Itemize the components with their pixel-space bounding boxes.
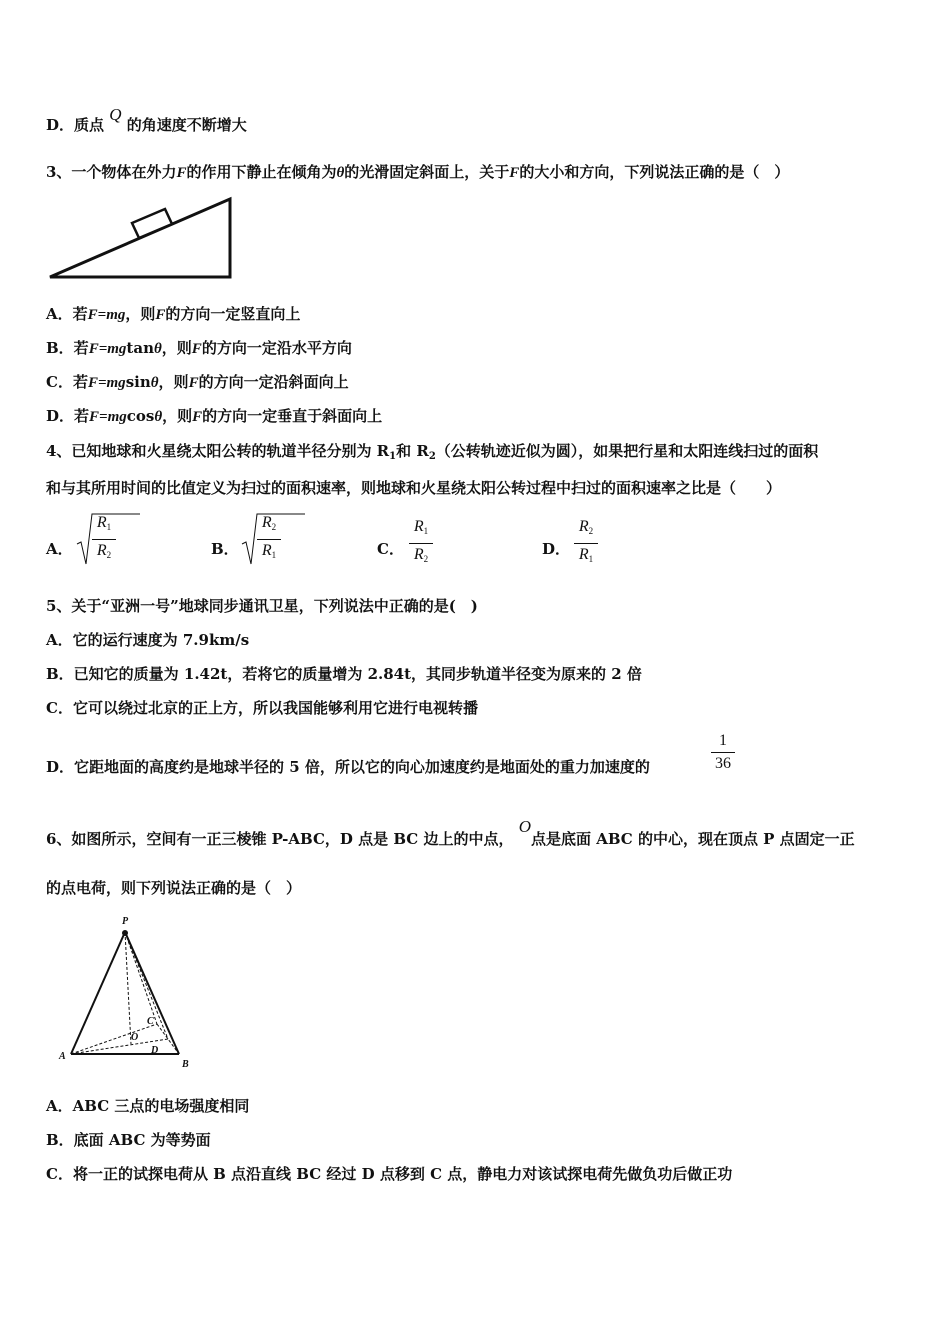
label-d: D: [151, 1045, 159, 1056]
q6-option-b: B．底面 ABC 为等势面: [46, 1131, 211, 1149]
q5-option-b: B．已知它的质量为 1.42t，若将它的质量增为 2.84t，其同步轨道半径变为原来的 2 倍: [46, 665, 642, 683]
fraction-1-36: 1 36: [708, 732, 738, 773]
block: [132, 209, 172, 238]
q6-stem-line1: 6、如图所示，空间有一正三棱锥 P-ABC，D 点是 BC 边上的中点， O点是底面 ABC 的中心，现在顶点 P 点固定一正: [46, 817, 855, 848]
q-symbol: Q: [109, 105, 122, 124]
q5-option-c: C．它可以绕过北京的正上方，所以我国能够利用它进行电视转播: [46, 699, 478, 717]
q6-option-c: C．将一正的试探电荷从 B 点沿直线 BC 经过 D 点移到 C 点，静电力对该试探电荷先做负功后做正功: [46, 1165, 733, 1183]
q4-stem-line2: 和与其所用时间的比值定义为扫过的面积速率，则地球和火星绕太阳公转过程中扫过的面积速率之比是（ ）: [46, 479, 782, 497]
label-c: C: [147, 1016, 154, 1027]
q6-option-a: A．ABC 三点的电场强度相同: [46, 1097, 250, 1115]
o-symbol: O: [518, 817, 531, 836]
incline-figure: [46, 195, 236, 285]
label-a: A: [59, 1051, 66, 1062]
q3-stem: 3、一个物体在外力F的作用下静止在倾角为θ的光滑固定斜面上，关于F的大小和方向，下列说法正确的是（ ）: [46, 163, 790, 181]
q5-stem: 5、关于“亚洲一号”地球同步通讯卫星，下列说法中正确的是( ): [46, 597, 478, 615]
q5-option-a: A．它的运行速度为 7.9km/s: [46, 631, 250, 649]
q4-stem-line1: 4、已知地球和火星绕太阳公转的轨道半径分别为 $R_1$和 $R_2$（公转轨迹近似为圆），如果把行星和太阳连线扫过的面积: [46, 442, 819, 462]
q3-option-b: B．若F=mgtanθ，则F的方向一定沿水平方向: [46, 339, 352, 357]
label-o: O: [131, 1032, 139, 1043]
label-b: B: [182, 1059, 189, 1070]
q3-option-a: A．若F=mg，则F的方向一定竖直向上: [46, 305, 301, 323]
q3-option-c: C．若F=mgsinθ，则F的方向一定沿斜面向上: [46, 373, 349, 391]
q3-option-d: D．若F=mgcosθ，则F的方向一定垂直于斜面向上: [46, 407, 383, 425]
label-p: P: [122, 916, 129, 927]
pyramid-figure: [55, 912, 205, 1072]
q2-option-d: D．质点 Q 的角速度不断增大: [46, 105, 247, 134]
q6-stem-line2: 的点电荷，则下列说法正确的是（ ）: [46, 879, 302, 897]
q5-option-d: D．它距地面的高度约是地球半径的 5 倍，所以它的向心加速度约是地面处的重力加速度的: [46, 758, 650, 776]
